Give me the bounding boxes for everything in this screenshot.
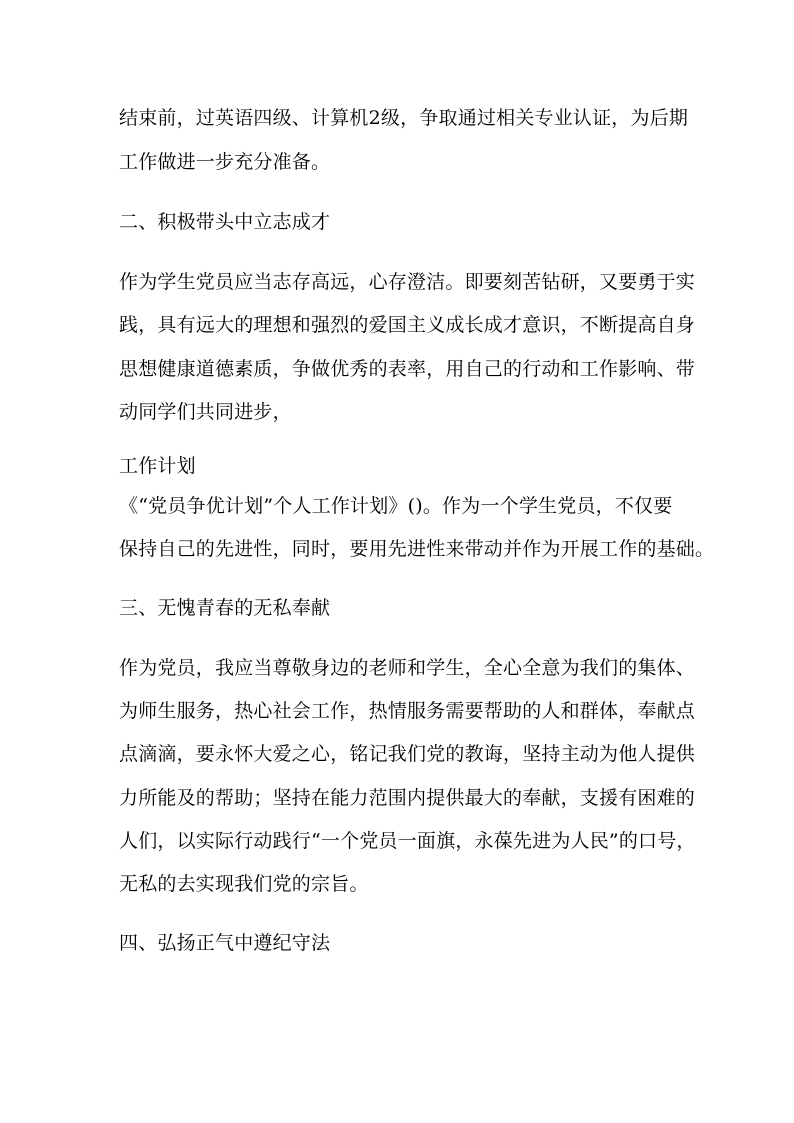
body-text-line: 无私的去实现我们党的宗旨。 <box>119 873 369 895</box>
body-text-line: 人们，以实际行动践行“一个党员一面旗，永葆先进为人民”的口号， <box>119 830 696 852</box>
section-heading: 工作计划 <box>119 455 196 477</box>
body-text-line: 作为党员，我应当尊敬身边的老师和学生，全心全意为我们的集体、 <box>119 657 696 679</box>
body-text-line: 工作做进一步充分准备。 <box>119 151 331 173</box>
body-text-line: 《“党员争优计划”个人工作计划》()。作为一个学生党员，不仅要 <box>119 495 673 517</box>
body-text-line: 作为学生党员应当志存高远，心存澄洁。即要刻苦钻研，又要勇于实 <box>119 271 696 293</box>
body-text-line: 动同学们共同进步， <box>119 401 292 423</box>
section-heading: 四、弘扬正气中遵纪守法 <box>119 932 331 954</box>
body-text-line: 为师生服务，热心社会工作，热情服务需要帮助的人和群体，奉献点 <box>119 700 696 722</box>
body-text-line: 结束前，过英语四级、计算机2级，争取通过相关专业认证，为后期 <box>119 107 689 129</box>
section-heading: 三、无愧青春的无私奉献 <box>119 597 331 619</box>
body-text-line: 践，具有远大的理想和强烈的爱国主义成长成才意识，不断提高自身 <box>119 314 696 336</box>
section-heading: 二、积极带头中立志成才 <box>119 211 331 233</box>
body-text-line: 保持自己的先进性，同时，要用先进性来带动并作为开展工作的基础。 <box>119 538 715 560</box>
body-text-line: 思想健康道德素质，争做优秀的表率，用自己的行动和工作影响、带 <box>119 358 696 380</box>
body-text-line: 点滴滴，要永怀大爱之心，铭记我们党的教诲，坚持主动为他人提供 <box>119 743 696 765</box>
body-text-line: 力所能及的帮助；坚持在能力范围内提供最大的奉献，支援有困难的 <box>119 787 696 809</box>
